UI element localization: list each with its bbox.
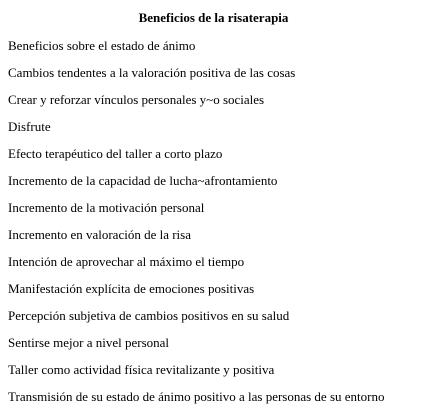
list-item: Crear y reforzar vínculos personales y~o sociales — [8, 92, 265, 107]
list-item: Percepción subjetiva de cambios positivos en su salud — [8, 308, 290, 323]
list-item: Incremento de la capacidad de lucha~afrontamiento — [8, 173, 278, 188]
list-item: Beneficios sobre el estado de ánimo — [8, 38, 196, 53]
benefits-list — [8, 37, 423, 415]
list-item: Incremento de la motivación personal — [8, 200, 205, 215]
list-item: Transmisión de su estado de ánimo positivo a las personas de su entorno — [8, 389, 385, 404]
list-item: Cambios tendentes a la valoración positiva de las cosas — [8, 65, 296, 80]
list-item: Sentirse mejor a nivel personal — [8, 335, 170, 350]
list-item: Taller como actividad física revitalizante y positiva — [8, 362, 275, 377]
list-item: Intención de aprovechar al máximo el tiempo — [8, 254, 245, 269]
list-item: Manifestación explícita de emociones positivas — [8, 281, 255, 296]
list-item: Disfrute — [8, 119, 51, 134]
list-item: Efecto terapéutico del taller a corto plazo — [8, 146, 223, 161]
list-item: Incremento en valoración de la risa — [8, 227, 191, 242]
document-title: Beneficios de la risaterapia — [138, 10, 289, 25]
